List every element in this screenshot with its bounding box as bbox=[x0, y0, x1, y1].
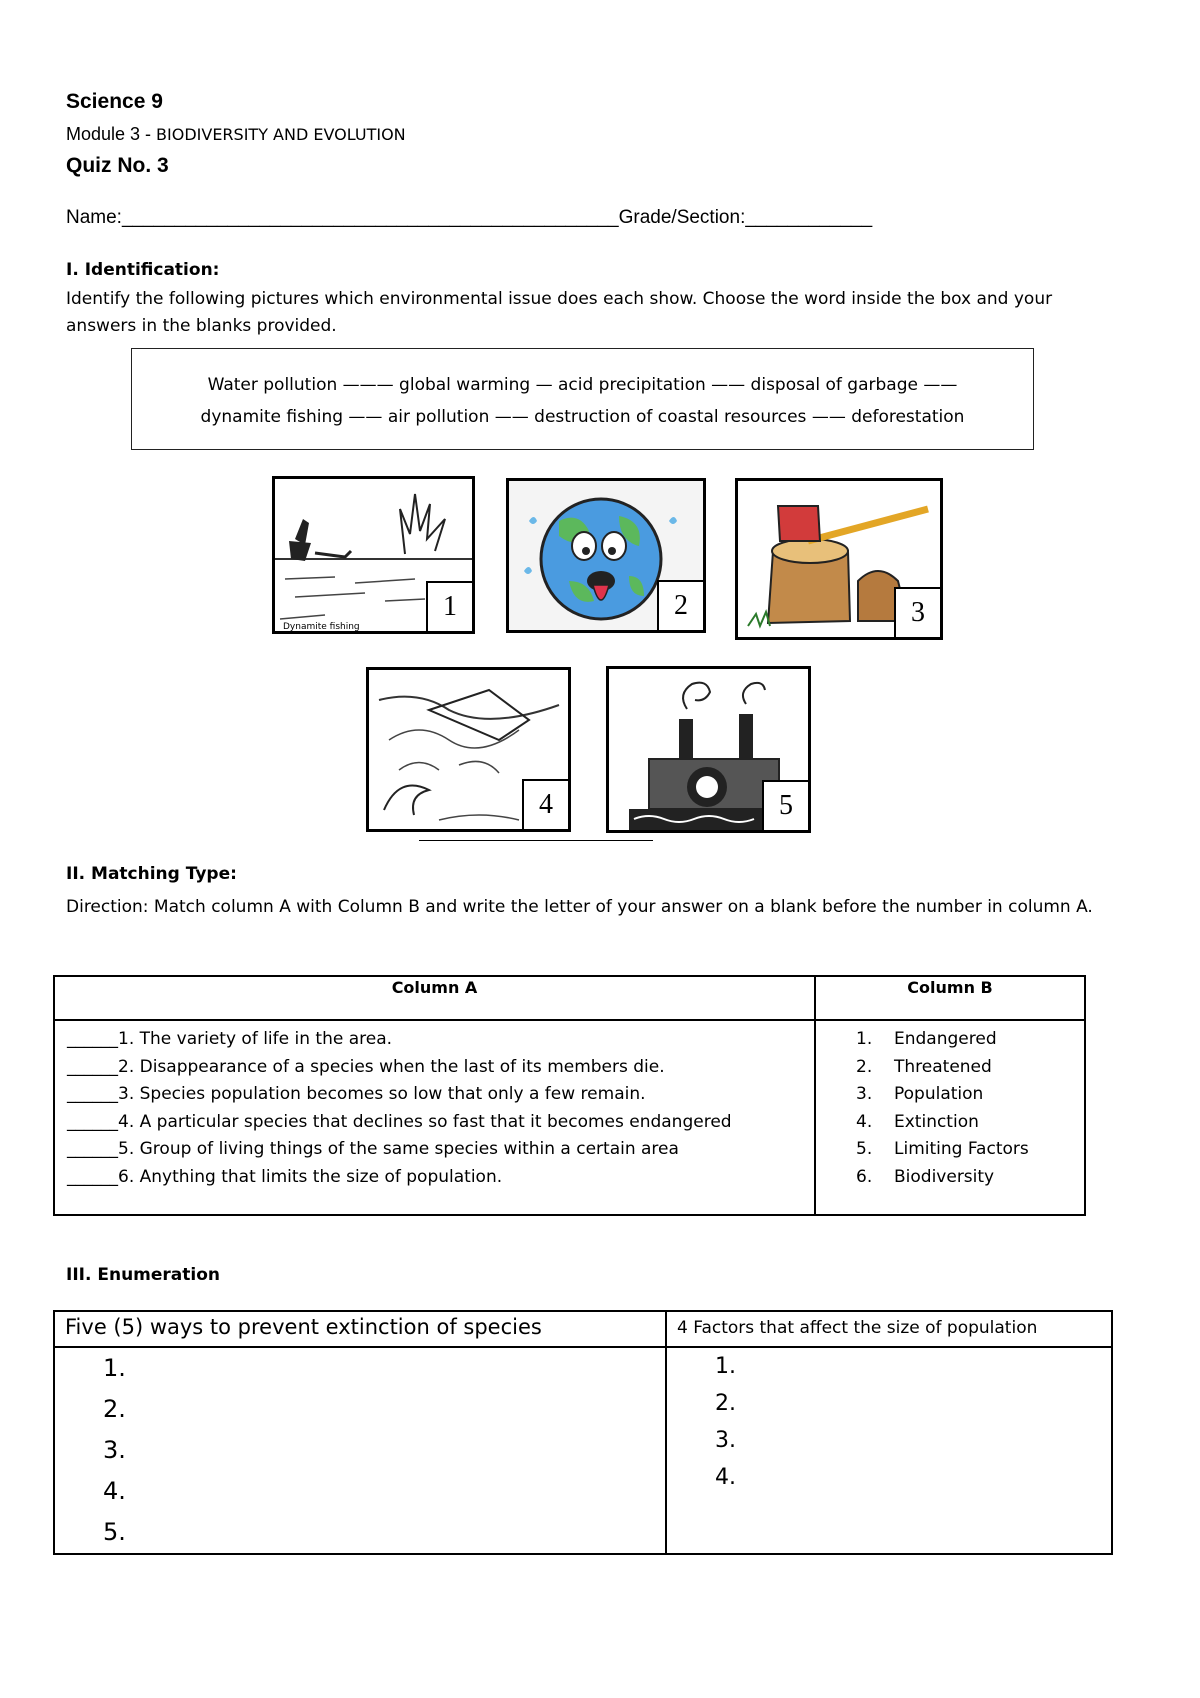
matching-direction: Direction: Match column A with Column B and write the letter of your answer on a blank before the number in column A. bbox=[66, 897, 1093, 917]
column-b-header: Column B bbox=[815, 976, 1085, 1020]
column-b-item-4: 4. Extinction bbox=[856, 1111, 979, 1132]
picture-number-1: 1 bbox=[426, 581, 472, 631]
picture-number-2: 2 bbox=[657, 580, 703, 630]
left-answer-2[interactable]: 2. bbox=[103, 1395, 126, 1423]
matching-heading: II. Matching Type: bbox=[66, 864, 237, 884]
column-b bbox=[815, 1020, 1085, 1215]
column-b-item-1: 1. Endangered bbox=[856, 1029, 997, 1049]
quiz-title: Quiz No. 3 bbox=[66, 154, 169, 177]
column-a-item-6[interactable]: ______6. Anything that limits the size of population. bbox=[67, 1166, 503, 1187]
right-answer-3[interactable]: 3. bbox=[715, 1428, 736, 1453]
module-prefix: Module 3 - bbox=[66, 124, 157, 144]
column-a bbox=[54, 1020, 815, 1215]
picture-3 bbox=[735, 478, 943, 640]
column-b-item-5: 5. Limiting Factors bbox=[856, 1139, 1029, 1159]
subject-title: Science 9 bbox=[66, 90, 163, 113]
identification-heading: I. Identification: bbox=[66, 260, 220, 280]
picture-number-4: 4 bbox=[522, 779, 568, 829]
right-answer-2[interactable]: 2. bbox=[715, 1391, 736, 1416]
identification-instruction: Identify the following pictures which environmental issue does each show. Choose the word inside the box and your answers in the blanks provided. bbox=[66, 289, 1053, 336]
module-line bbox=[66, 124, 406, 145]
enumeration-left-header: Five (5) ways to prevent extinction of species bbox=[54, 1311, 666, 1347]
picture-2 bbox=[506, 478, 706, 633]
picture-1-caption: Dynamite fishing bbox=[283, 622, 360, 632]
word-choice-box bbox=[131, 348, 1034, 450]
column-a-header: Column A bbox=[54, 976, 815, 1020]
column-b-item-6: 6. Biodiversity bbox=[856, 1166, 995, 1187]
enumeration-right-header: 4 Factors that affect the size of population bbox=[666, 1311, 1112, 1347]
enumeration-table bbox=[53, 1310, 1113, 1555]
right-answer-4[interactable]: 4. bbox=[715, 1465, 736, 1490]
left-answer-3[interactable]: 3. bbox=[103, 1436, 126, 1464]
left-answer-4[interactable]: 4. bbox=[103, 1477, 126, 1505]
answer-blank[interactable] bbox=[419, 840, 653, 841]
name-grade-section-line[interactable]: Name:_______________________________________________Grade/Section:____________ bbox=[66, 207, 873, 228]
column-b-item-3: 3. Population bbox=[856, 1084, 984, 1104]
picture-number-3: 3 bbox=[894, 587, 940, 637]
word-box-line-2: dynamite fishing —— air pollution —— destruction of coastal resources —— deforestation bbox=[200, 407, 965, 427]
right-answer-1[interactable]: 1. bbox=[715, 1354, 736, 1379]
word-box-line-1: Water pollution ——— global warming — acid precipitation —— disposal of garbage —— bbox=[207, 375, 958, 395]
enumeration-heading: III. Enumeration bbox=[66, 1265, 221, 1285]
column-a-item-4[interactable]: ______4. A particular species that declines so fast that it becomes endangered bbox=[67, 1111, 732, 1132]
picture-5 bbox=[606, 666, 811, 833]
enumeration-right-answers bbox=[666, 1347, 1112, 1554]
column-a-item-1[interactable]: ______1. The variety of life in the area. bbox=[67, 1029, 393, 1049]
left-answer-1[interactable]: 1. bbox=[103, 1354, 126, 1382]
enumeration-left-answers bbox=[54, 1347, 666, 1554]
picture-number-5: 5 bbox=[762, 780, 808, 830]
matching-table bbox=[53, 975, 1086, 1216]
column-a-item-2[interactable]: ______2. Disappearance of a species when the last of its members die. bbox=[67, 1056, 665, 1077]
column-a-item-5[interactable]: ______5. Group of living things of the same species within a certain area bbox=[67, 1139, 679, 1159]
column-a-item-3[interactable]: ______3. Species population becomes so low that only a few remain. bbox=[67, 1084, 646, 1104]
module-topic: BIODIVERSITY AND EVOLUTION bbox=[156, 125, 406, 144]
picture-4 bbox=[366, 667, 571, 832]
picture-1 bbox=[272, 476, 475, 634]
left-answer-5[interactable]: 5. bbox=[103, 1518, 126, 1546]
column-b-item-2: 2. Threatened bbox=[856, 1056, 992, 1077]
